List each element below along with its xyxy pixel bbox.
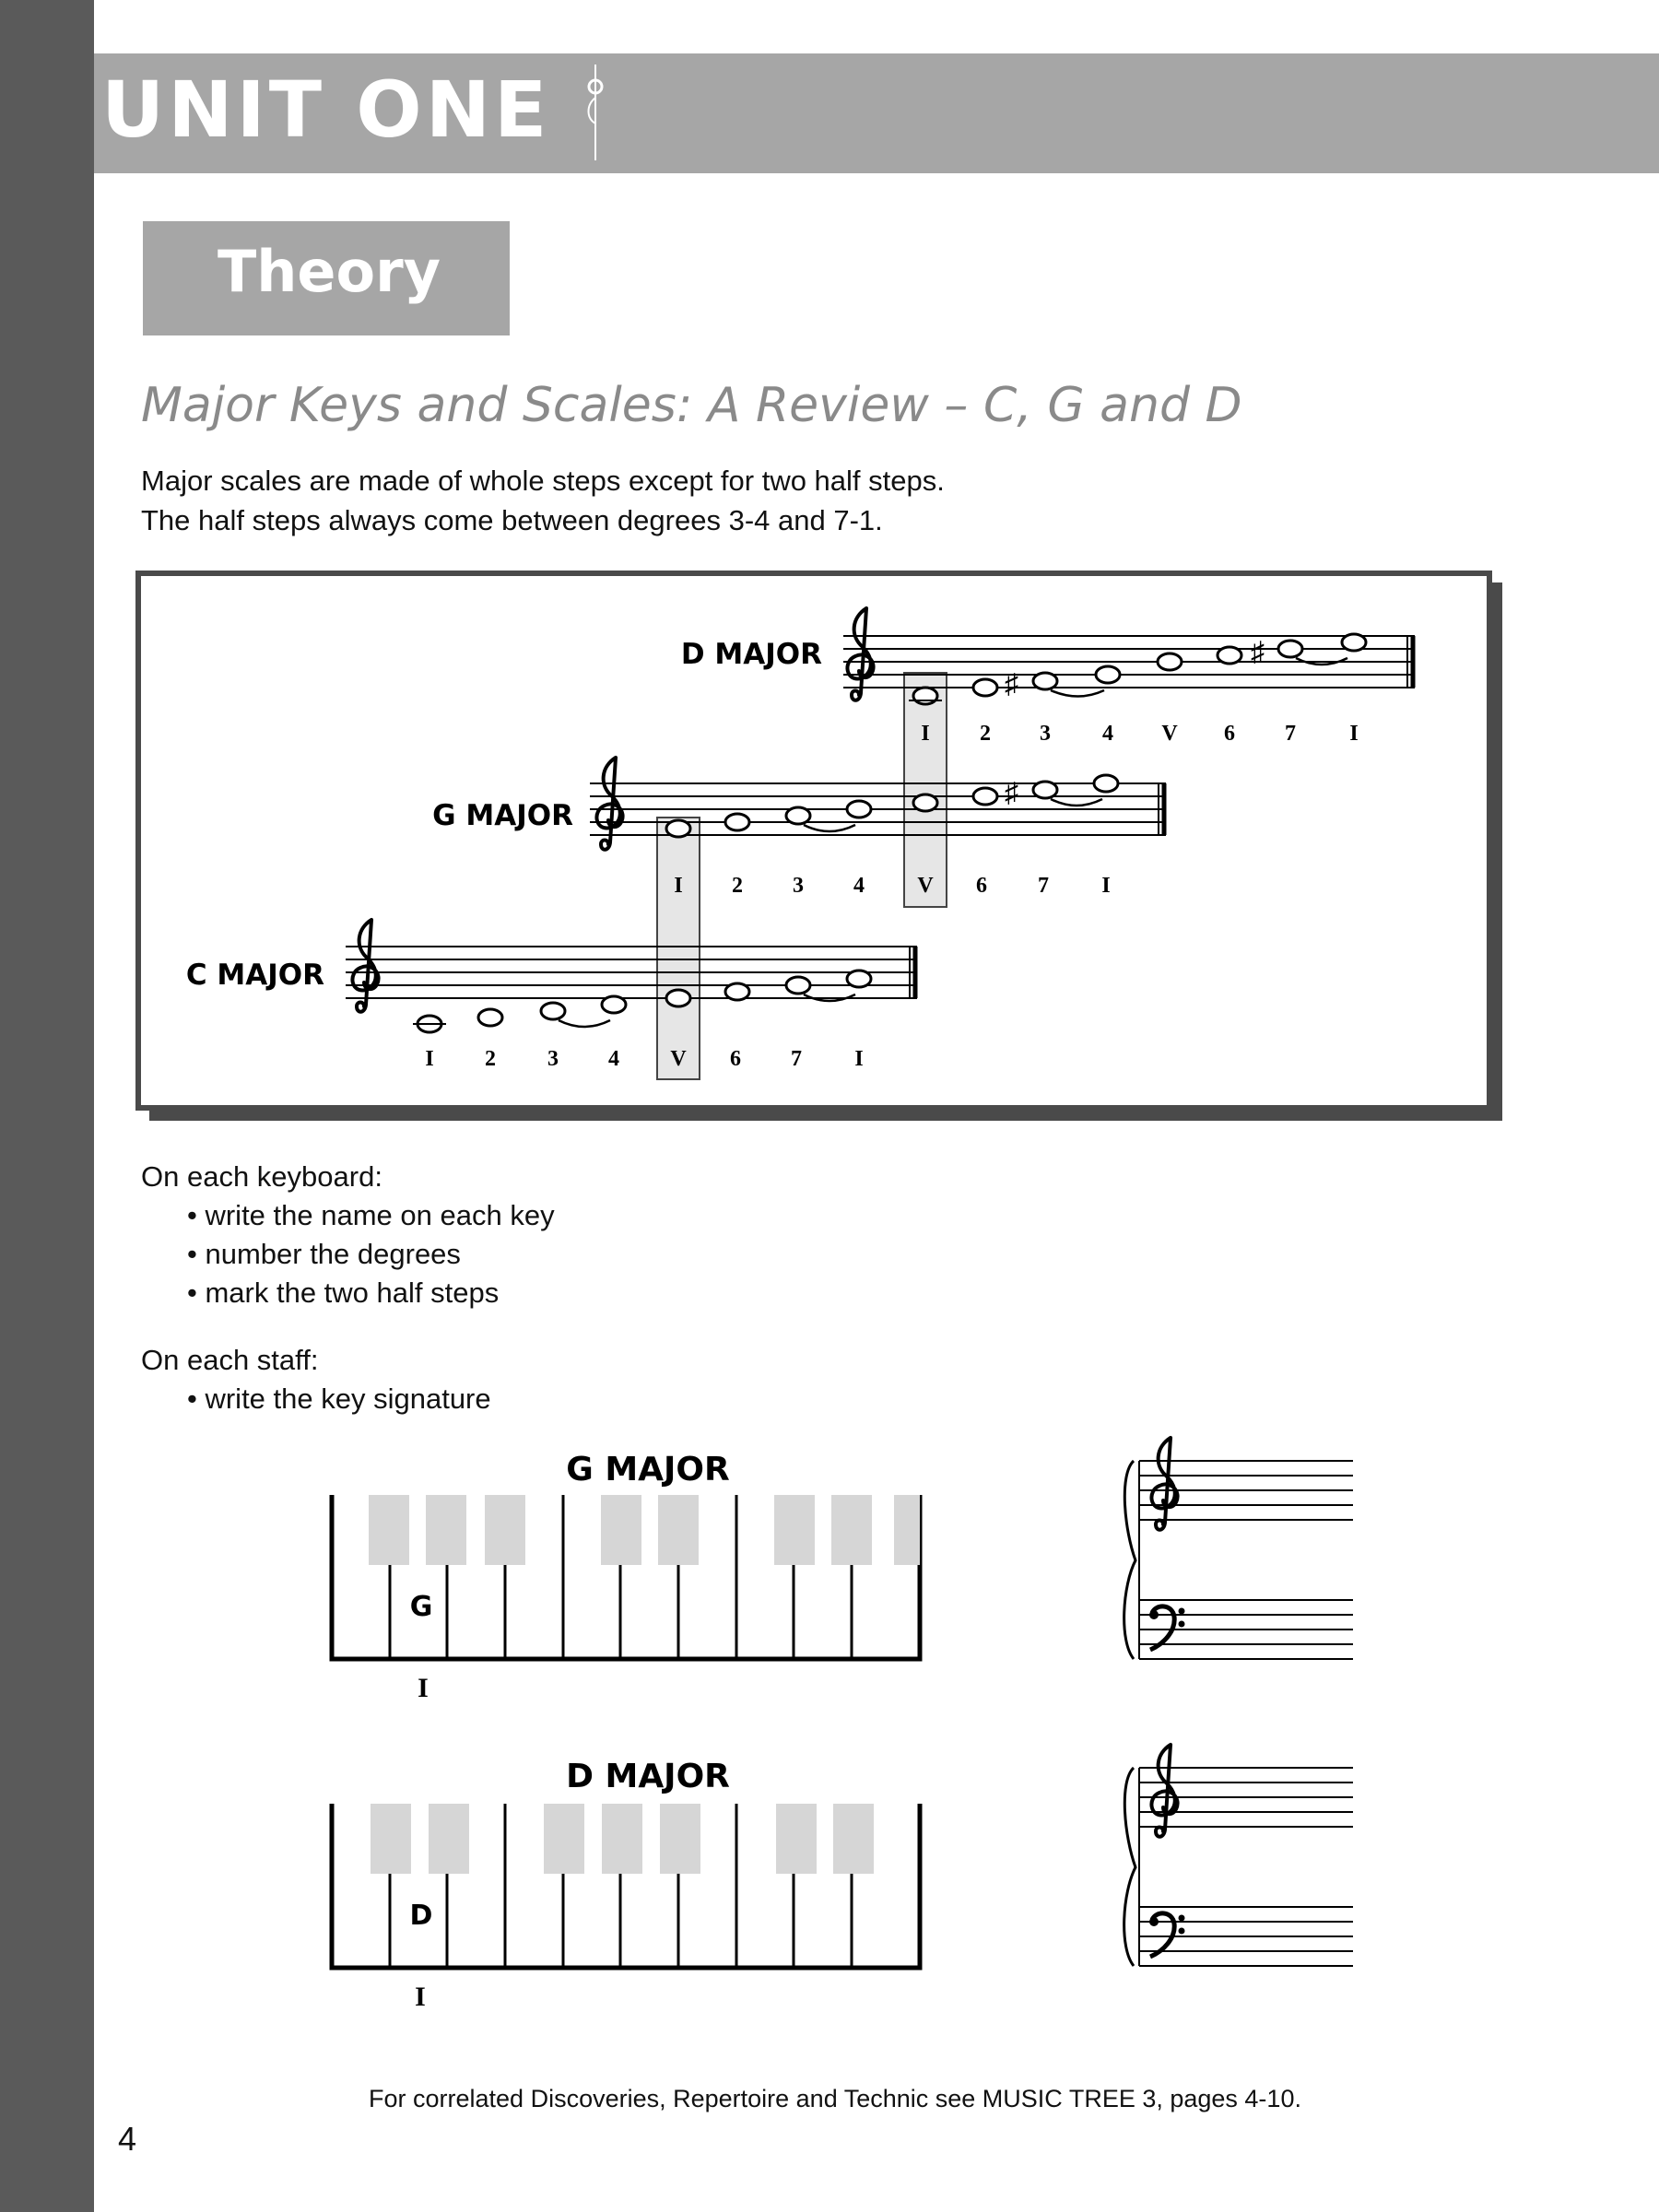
instruction-item: • number the degrees xyxy=(187,1238,461,1270)
degree-label: V xyxy=(670,1047,687,1071)
degree-label: 6 xyxy=(730,1047,741,1071)
keyboard-instructions xyxy=(141,1158,555,1312)
key-label-g: G xyxy=(409,1591,433,1623)
instruction-heading: On each keyboard: xyxy=(141,1160,382,1193)
footer-note: For correlated Discoveries, Repertoire and Technic see MUSIC TREE 3, pages 4-10. xyxy=(369,2085,1301,2112)
key-label-d: D xyxy=(409,1900,433,1932)
unit-title: UNIT ONE xyxy=(101,65,551,155)
exercise-title-d: D MAJOR xyxy=(566,1758,730,1795)
degree-label: 2 xyxy=(732,874,743,898)
bass-clef-icon xyxy=(1149,1913,1185,1957)
degree-label: 2 xyxy=(485,1047,496,1071)
degree-label: 2 xyxy=(980,722,991,746)
degree-label: I xyxy=(1101,874,1111,898)
degree-label: 7 xyxy=(1285,722,1296,746)
degree-label: 4 xyxy=(1102,722,1113,746)
degree-label: 3 xyxy=(1040,722,1051,746)
instruction-heading: On each staff: xyxy=(141,1344,319,1376)
keyboard-g-major xyxy=(332,1495,920,1703)
degree-label: 7 xyxy=(791,1047,802,1071)
keyboard-d-major xyxy=(332,1804,920,2012)
degree-label: 4 xyxy=(853,874,865,898)
intro-line-2: The half steps always come between degrees 3-4 and 7-1. xyxy=(141,504,883,536)
degree-label-d: I xyxy=(415,1982,426,2012)
scale-name-g: G MAJOR xyxy=(432,799,573,832)
scale-name-d: D MAJOR xyxy=(680,638,822,671)
svg-text:♯: ♯ xyxy=(1005,669,1018,700)
scale-name-c: C MAJOR xyxy=(185,959,324,992)
page-subtitle: Major Keys and Scales: A Review – C, G and D xyxy=(141,378,1242,433)
exercise-title-g: G MAJOR xyxy=(566,1451,730,1488)
page-number: 4 xyxy=(118,2120,137,2158)
degree-label: 6 xyxy=(1224,722,1235,746)
degree-label: 3 xyxy=(793,874,804,898)
instruction-item: • write the name on each key xyxy=(187,1199,555,1231)
grand-staff-g xyxy=(1124,1438,1353,1659)
svg-text:♯: ♯ xyxy=(1251,637,1265,667)
degree-label: 7 xyxy=(1038,874,1049,898)
instruction-item: • mark the two half steps xyxy=(187,1277,500,1309)
bass-clef-icon xyxy=(1149,1606,1185,1650)
degree-label: I xyxy=(854,1047,864,1071)
svg-text:♯: ♯ xyxy=(1005,778,1018,808)
instruction-item: • write the key signature xyxy=(187,1382,491,1415)
staff-instructions xyxy=(141,1341,491,1418)
degree-label: I xyxy=(1349,722,1359,746)
treble-clef-icon xyxy=(1151,1438,1177,1530)
degree-label-g: I xyxy=(418,1673,429,1703)
intro-line-1: Major scales are made of whole steps except for two half steps. xyxy=(141,465,945,497)
degree-label: I xyxy=(425,1047,434,1071)
degree-label: I xyxy=(674,874,683,898)
grand-staff-d xyxy=(1124,1745,1353,1966)
degree-label: 6 xyxy=(976,874,987,898)
degree-label: 4 xyxy=(608,1047,619,1071)
section-title: Theory xyxy=(218,238,441,305)
degree-label: I xyxy=(921,722,930,746)
treble-clef-icon xyxy=(1151,1745,1177,1837)
degree-label: 3 xyxy=(547,1047,559,1071)
degree-label: V xyxy=(1161,722,1178,746)
degree-label: V xyxy=(917,874,934,898)
